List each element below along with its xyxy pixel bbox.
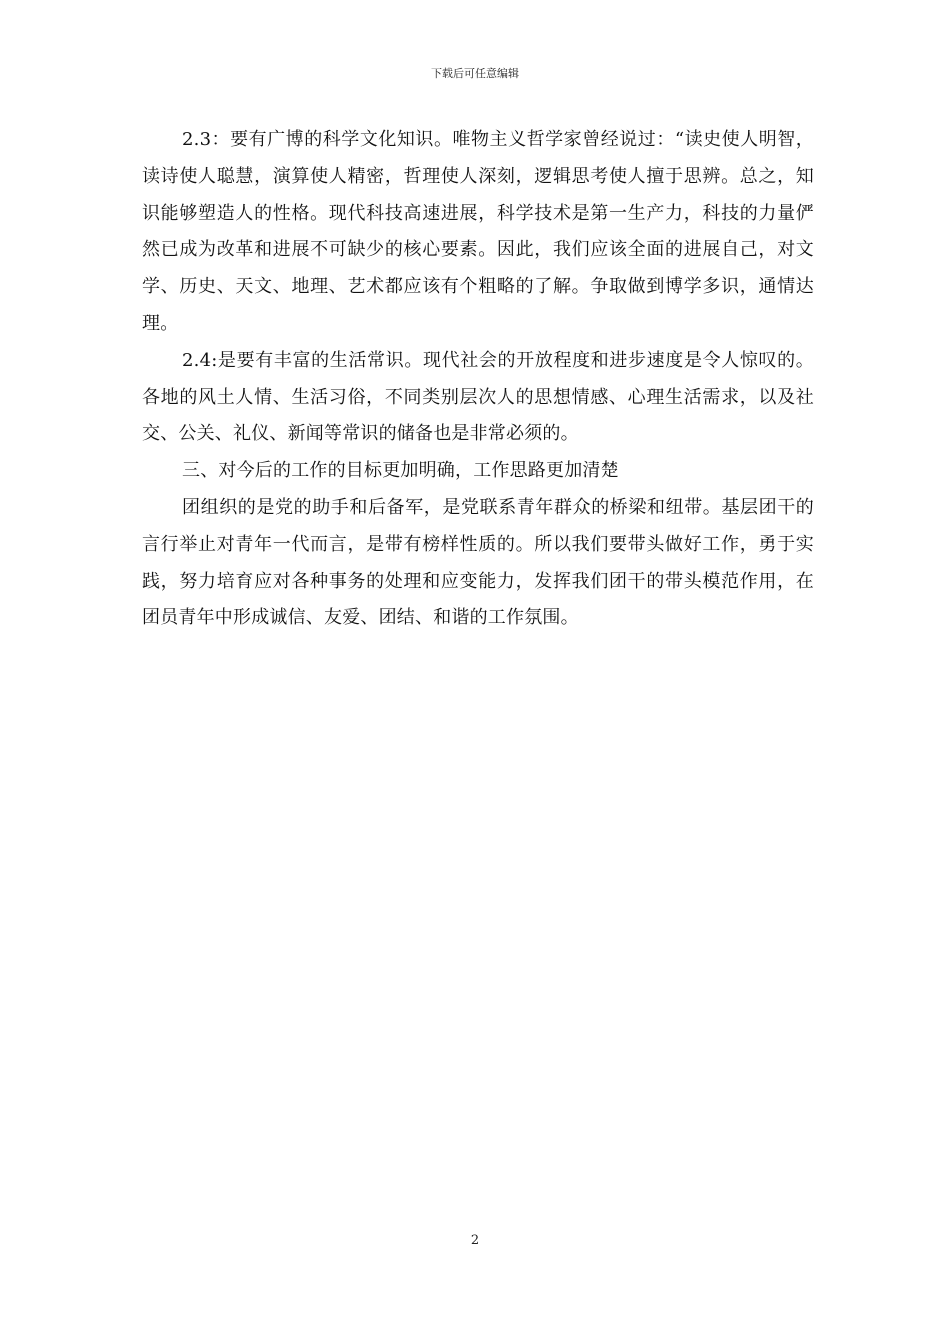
paragraph-2-4: 2.4:是要有丰富的生活常识。现代社会的开放程度和进步速度是令人惊叹的。各地的风土人情、生活习俗，不同类别层次人的思想情感、心理生活需求，以及社交、公关、礼仪、新闻等常识的储备也是非常必须的。 xyxy=(142,349,814,445)
page-header: 下载后可任意编辑 xyxy=(431,67,519,80)
page-number: 2 xyxy=(470,1233,480,1248)
paragraph-league-organization: 团组织的是党的助手和后备军，是党联系青年群众的桥梁和纽带。基层团干的言行举止对青年一代而言，是带有榜样性质的。所以我们要带头做好工作，勇于实践，努力培育应对各种事务的处理和应变能力，发挥我们团干的带头模范作用，在团员青年中形成诚信、友爱、团结、和谐的工作氛围。 xyxy=(142,496,814,629)
document-body xyxy=(142,122,814,637)
section-heading-3: 三、对今后的工作的目标更加明确，工作思路更加清楚 xyxy=(182,460,619,482)
paragraph-2-3: 2.3：要有广博的科学文化知识。唯物主义哲学家曾经说过：“读史使人明智，读诗使人聪慧，演算使人精密，哲理使人深刻，逻辑思考使人擅于思辨。总之，知识能够塑造人的性格。现代科技高速进展，科学技术是第一生产力，科技的力量俨然已成为改革和进展不可缺少的核心要素。因此，我们应该全面的进展自己，对文学、历史、天文、地理、艺术都应该有个粗略的了解。争取做到博学多识，通情达理。 xyxy=(142,129,814,334)
